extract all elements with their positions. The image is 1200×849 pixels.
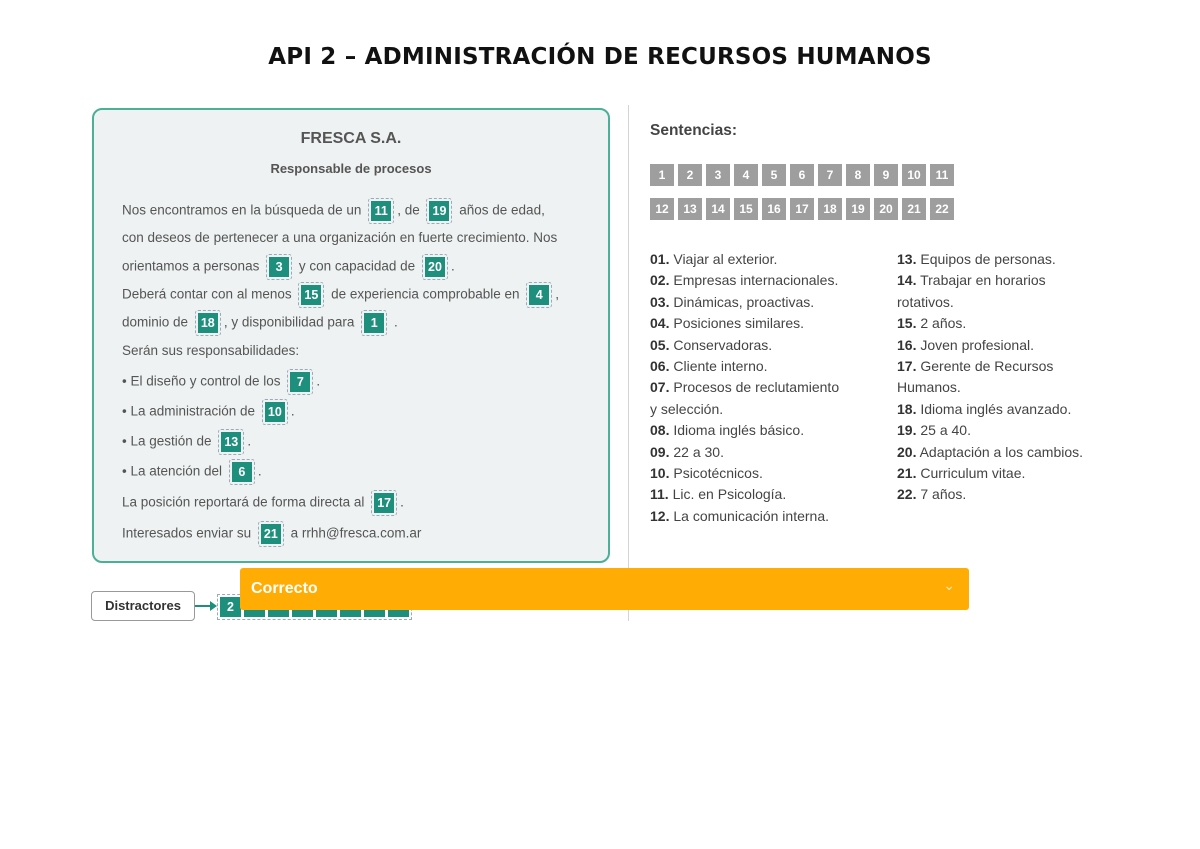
distractor-tile[interactable]: 2 bbox=[220, 597, 241, 617]
sentence-tile[interactable]: 5 bbox=[762, 164, 786, 186]
sentence-text: Joven profesional. bbox=[920, 336, 1034, 353]
answer-tile[interactable]: 21 bbox=[261, 524, 281, 544]
sentence-text: Idioma inglés básico. bbox=[673, 422, 805, 439]
chevron-down-icon[interactable]: ⌄ bbox=[943, 577, 955, 593]
answer-tile[interactable]: 11 bbox=[371, 201, 391, 221]
sentence-tile[interactable]: 22 bbox=[930, 198, 954, 220]
sentence-item bbox=[650, 313, 839, 334]
answer-tile[interactable]: 17 bbox=[374, 493, 394, 513]
sentence-item bbox=[650, 506, 839, 527]
ad-text: a rrhh@fresca.com.ar bbox=[290, 525, 422, 541]
answer-tile[interactable]: 18 bbox=[198, 313, 218, 333]
sentence-tile[interactable]: 16 bbox=[762, 198, 786, 220]
sentence-item bbox=[650, 420, 839, 441]
answer-slot[interactable] bbox=[361, 310, 387, 336]
sentence-number: 04. bbox=[650, 315, 670, 332]
sentence-text: Conservadoras. bbox=[673, 336, 773, 353]
sentence-tile[interactable]: 2 bbox=[678, 164, 702, 186]
answer-tile[interactable]: 20 bbox=[425, 257, 445, 277]
job-role: Responsable de procesos bbox=[270, 161, 432, 176]
ad-line-6: Serán sus responsabilidades: bbox=[122, 343, 300, 358]
sentence-tile[interactable]: 3 bbox=[706, 164, 730, 186]
ad-line-8 bbox=[122, 399, 295, 425]
ad-line-12 bbox=[122, 521, 421, 547]
distractors-label: Distractores bbox=[91, 591, 195, 621]
ad-text: • La gestión de bbox=[122, 433, 212, 449]
company-name: FRESCA S.A. bbox=[300, 130, 402, 147]
ad-text: orientamos a personas bbox=[122, 258, 260, 274]
answer-tile[interactable]: 19 bbox=[429, 201, 449, 221]
sentence-number: 18. bbox=[897, 400, 917, 417]
ad-line-3 bbox=[122, 254, 455, 280]
sentence-text: Idioma inglés avanzado. bbox=[920, 400, 1072, 417]
ad-text: . bbox=[316, 373, 321, 389]
sentence-text: 2 años. bbox=[920, 315, 967, 332]
sentence-text: 25 a 40. bbox=[920, 422, 971, 439]
sentence-tile[interactable]: 13 bbox=[678, 198, 702, 220]
answer-slot[interactable] bbox=[371, 490, 397, 516]
answer-tile[interactable]: 15 bbox=[301, 285, 321, 305]
job-ad-card bbox=[92, 108, 610, 563]
sentence-item bbox=[897, 335, 1083, 356]
answer-slot[interactable] bbox=[422, 254, 448, 280]
sentence-text: Gerente de Recursos bbox=[920, 358, 1054, 375]
sentence-number: 06. bbox=[650, 358, 670, 375]
sentence-number: 02. bbox=[650, 272, 670, 289]
ad-text: . bbox=[393, 314, 398, 330]
ad-text: • La administración de bbox=[122, 403, 256, 419]
ad-text: , y disponibilidad para bbox=[223, 314, 355, 330]
sentence-tile[interactable]: 11 bbox=[930, 164, 954, 186]
ad-text: • El diseño y control de los bbox=[122, 373, 281, 389]
ad-text: Interesados enviar su bbox=[122, 525, 252, 541]
ad-text: , bbox=[555, 286, 560, 302]
sentence-number: 07. bbox=[650, 379, 670, 396]
answer-tile[interactable]: 4 bbox=[529, 285, 549, 305]
ad-text: Deberá contar con al menos bbox=[122, 286, 292, 302]
answer-slot[interactable] bbox=[229, 459, 255, 485]
sentence-number: 21. bbox=[897, 465, 917, 482]
sentence-text: 7 años. bbox=[920, 486, 967, 503]
ad-line-1 bbox=[122, 198, 545, 224]
answer-slot[interactable] bbox=[298, 282, 324, 308]
sentence-number: 15. bbox=[897, 315, 917, 332]
sentence-text: 22 a 30. bbox=[673, 443, 724, 460]
answer-slot[interactable] bbox=[287, 369, 313, 395]
sentence-number: 10. bbox=[650, 465, 670, 482]
feedback-bar[interactable] bbox=[240, 568, 969, 610]
sentence-number: 12. bbox=[650, 507, 670, 524]
sentences-title: Sentencias: bbox=[650, 122, 738, 139]
sentence-text: Trabajar en horarios bbox=[920, 272, 1046, 289]
sentence-tile[interactable]: 6 bbox=[790, 164, 814, 186]
column-divider bbox=[628, 105, 629, 621]
sentence-tile[interactable]: 12 bbox=[650, 198, 674, 220]
answer-slot[interactable] bbox=[368, 198, 394, 224]
sentence-item bbox=[650, 249, 839, 270]
sentence-number: 16. bbox=[897, 336, 917, 353]
sentence-item bbox=[897, 442, 1083, 463]
sentence-text: La comunicación interna. bbox=[673, 507, 830, 524]
sentence-number: 03. bbox=[650, 293, 670, 310]
sentence-text: Adaptación a los cambios. bbox=[919, 443, 1084, 460]
sentence-item bbox=[650, 377, 839, 398]
answer-tile[interactable]: 6 bbox=[232, 462, 252, 482]
ad-text: , de bbox=[397, 202, 420, 218]
sentence-item bbox=[650, 270, 839, 291]
sentence-tile[interactable]: 10 bbox=[902, 164, 926, 186]
sentence-tile[interactable]: 9 bbox=[874, 164, 898, 186]
sentence-tile[interactable]: 18 bbox=[818, 198, 842, 220]
sentence-text: Curriculum vitae. bbox=[920, 465, 1026, 482]
sentence-text: y selección. bbox=[650, 400, 724, 417]
sentence-text: Equipos de personas. bbox=[920, 251, 1056, 267]
answer-slot[interactable] bbox=[262, 399, 288, 425]
arrow-head-icon bbox=[210, 601, 217, 611]
sentence-tile[interactable]: 14 bbox=[706, 198, 730, 220]
sentence-item bbox=[897, 399, 1083, 420]
sentence-text: Psicotécnicos. bbox=[673, 465, 763, 482]
sentence-tile[interactable]: 20 bbox=[874, 198, 898, 220]
ad-text: y con capacidad de bbox=[298, 258, 416, 274]
sentence-tile[interactable]: 8 bbox=[846, 164, 870, 186]
sentence-number: 01. bbox=[650, 251, 670, 267]
answer-slot[interactable] bbox=[526, 282, 552, 308]
feedback-label: Correcto bbox=[251, 580, 318, 597]
sentence-tiles-row-1 bbox=[650, 164, 954, 186]
ad-text: de experiencia comprobable en bbox=[331, 286, 520, 302]
sentence-number: 20. bbox=[897, 443, 917, 460]
ad-text: dominio de bbox=[122, 314, 189, 330]
sentence-tile[interactable]: 17 bbox=[790, 198, 814, 220]
sentence-item bbox=[650, 463, 839, 484]
sentences-column-1 bbox=[650, 249, 839, 527]
sentence-item bbox=[897, 356, 1083, 377]
sentence-item bbox=[897, 292, 1083, 313]
sentence-text: Procesos de reclutamiento bbox=[673, 379, 840, 396]
ad-line-2: con deseos de pertenecer a una organización en fuerte crecimiento. Nos bbox=[122, 230, 558, 245]
sentence-text: Dinámicas, proactivas. bbox=[673, 293, 815, 310]
sentence-item bbox=[650, 442, 839, 463]
answer-tile[interactable]: 7 bbox=[290, 372, 310, 392]
ad-text: años de edad, bbox=[459, 202, 545, 218]
sentence-tile[interactable]: 4 bbox=[734, 164, 758, 186]
sentence-text: Humanos. bbox=[897, 379, 961, 396]
sentence-item bbox=[650, 356, 839, 377]
sentence-text: Viajar al exterior. bbox=[673, 251, 778, 267]
answer-tile[interactable]: 3 bbox=[269, 257, 289, 277]
sentence-item bbox=[897, 270, 1083, 291]
sentence-text: rotativos. bbox=[897, 293, 954, 310]
ad-line-5 bbox=[122, 310, 398, 336]
ad-text: . bbox=[290, 403, 295, 419]
sentence-text: Lic. en Psicología. bbox=[672, 486, 787, 503]
sentence-text: Posiciones similares. bbox=[673, 315, 805, 332]
answer-slot[interactable] bbox=[195, 310, 221, 336]
sentence-item bbox=[897, 313, 1083, 334]
sentence-tile[interactable]: 1 bbox=[650, 164, 674, 186]
sentence-tile[interactable]: 21 bbox=[902, 198, 926, 220]
ad-text: . bbox=[247, 433, 252, 449]
answer-tile[interactable]: 10 bbox=[265, 402, 285, 422]
sentence-tile[interactable]: 15 bbox=[734, 198, 758, 220]
sentence-text: Empresas internacionales. bbox=[673, 272, 839, 289]
ad-line-4 bbox=[122, 282, 559, 308]
answer-slot[interactable] bbox=[218, 429, 244, 455]
ad-line-9 bbox=[122, 429, 251, 455]
ad-text: . bbox=[400, 494, 404, 510]
sentences-column-2 bbox=[897, 249, 1083, 506]
sentence-item bbox=[650, 335, 839, 356]
page-title: API 2 – ADMINISTRACIÓN DE RECURSOS HUMANOS bbox=[268, 44, 932, 70]
answer-slot[interactable] bbox=[266, 254, 292, 280]
ad-line-10 bbox=[122, 459, 262, 485]
sentence-tiles-row-2 bbox=[650, 198, 954, 220]
ad-line-11 bbox=[122, 490, 404, 516]
sentence-number: 09. bbox=[650, 443, 670, 460]
sentence-tile[interactable]: 7 bbox=[818, 164, 842, 186]
sentence-item bbox=[897, 484, 1083, 505]
sentence-number: 19. bbox=[897, 422, 917, 439]
sentence-tile[interactable]: 19 bbox=[846, 198, 870, 220]
sentence-item bbox=[897, 377, 1083, 398]
answer-tile[interactable]: 1 bbox=[364, 313, 384, 333]
sentence-item bbox=[650, 399, 839, 420]
sentence-number: 11. bbox=[650, 486, 669, 503]
sentence-number: 17. bbox=[897, 358, 917, 375]
ad-text: . bbox=[450, 258, 455, 274]
ad-text: Nos encontramos en la búsqueda de un bbox=[122, 202, 362, 218]
ad-text: La posición reportará de forma directa al bbox=[122, 494, 365, 510]
sentence-number: 13. bbox=[897, 251, 917, 267]
sentence-item bbox=[650, 484, 839, 505]
sentence-item bbox=[897, 249, 1083, 270]
answer-slot[interactable] bbox=[258, 521, 284, 547]
ad-text: . bbox=[257, 463, 262, 479]
answer-slot[interactable] bbox=[426, 198, 452, 224]
sentence-number: 22. bbox=[897, 486, 917, 503]
ad-line-7 bbox=[122, 369, 320, 395]
sentence-number: 08. bbox=[650, 422, 670, 439]
sentence-item bbox=[897, 420, 1083, 441]
sentence-item bbox=[650, 292, 839, 313]
sentence-number: 05. bbox=[650, 336, 670, 353]
ad-text: • La atención del bbox=[122, 463, 223, 479]
sentence-item bbox=[897, 463, 1083, 484]
sentence-text: Cliente interno. bbox=[673, 358, 768, 375]
answer-tile[interactable]: 13 bbox=[221, 432, 241, 452]
sentence-number: 14. bbox=[897, 272, 917, 289]
